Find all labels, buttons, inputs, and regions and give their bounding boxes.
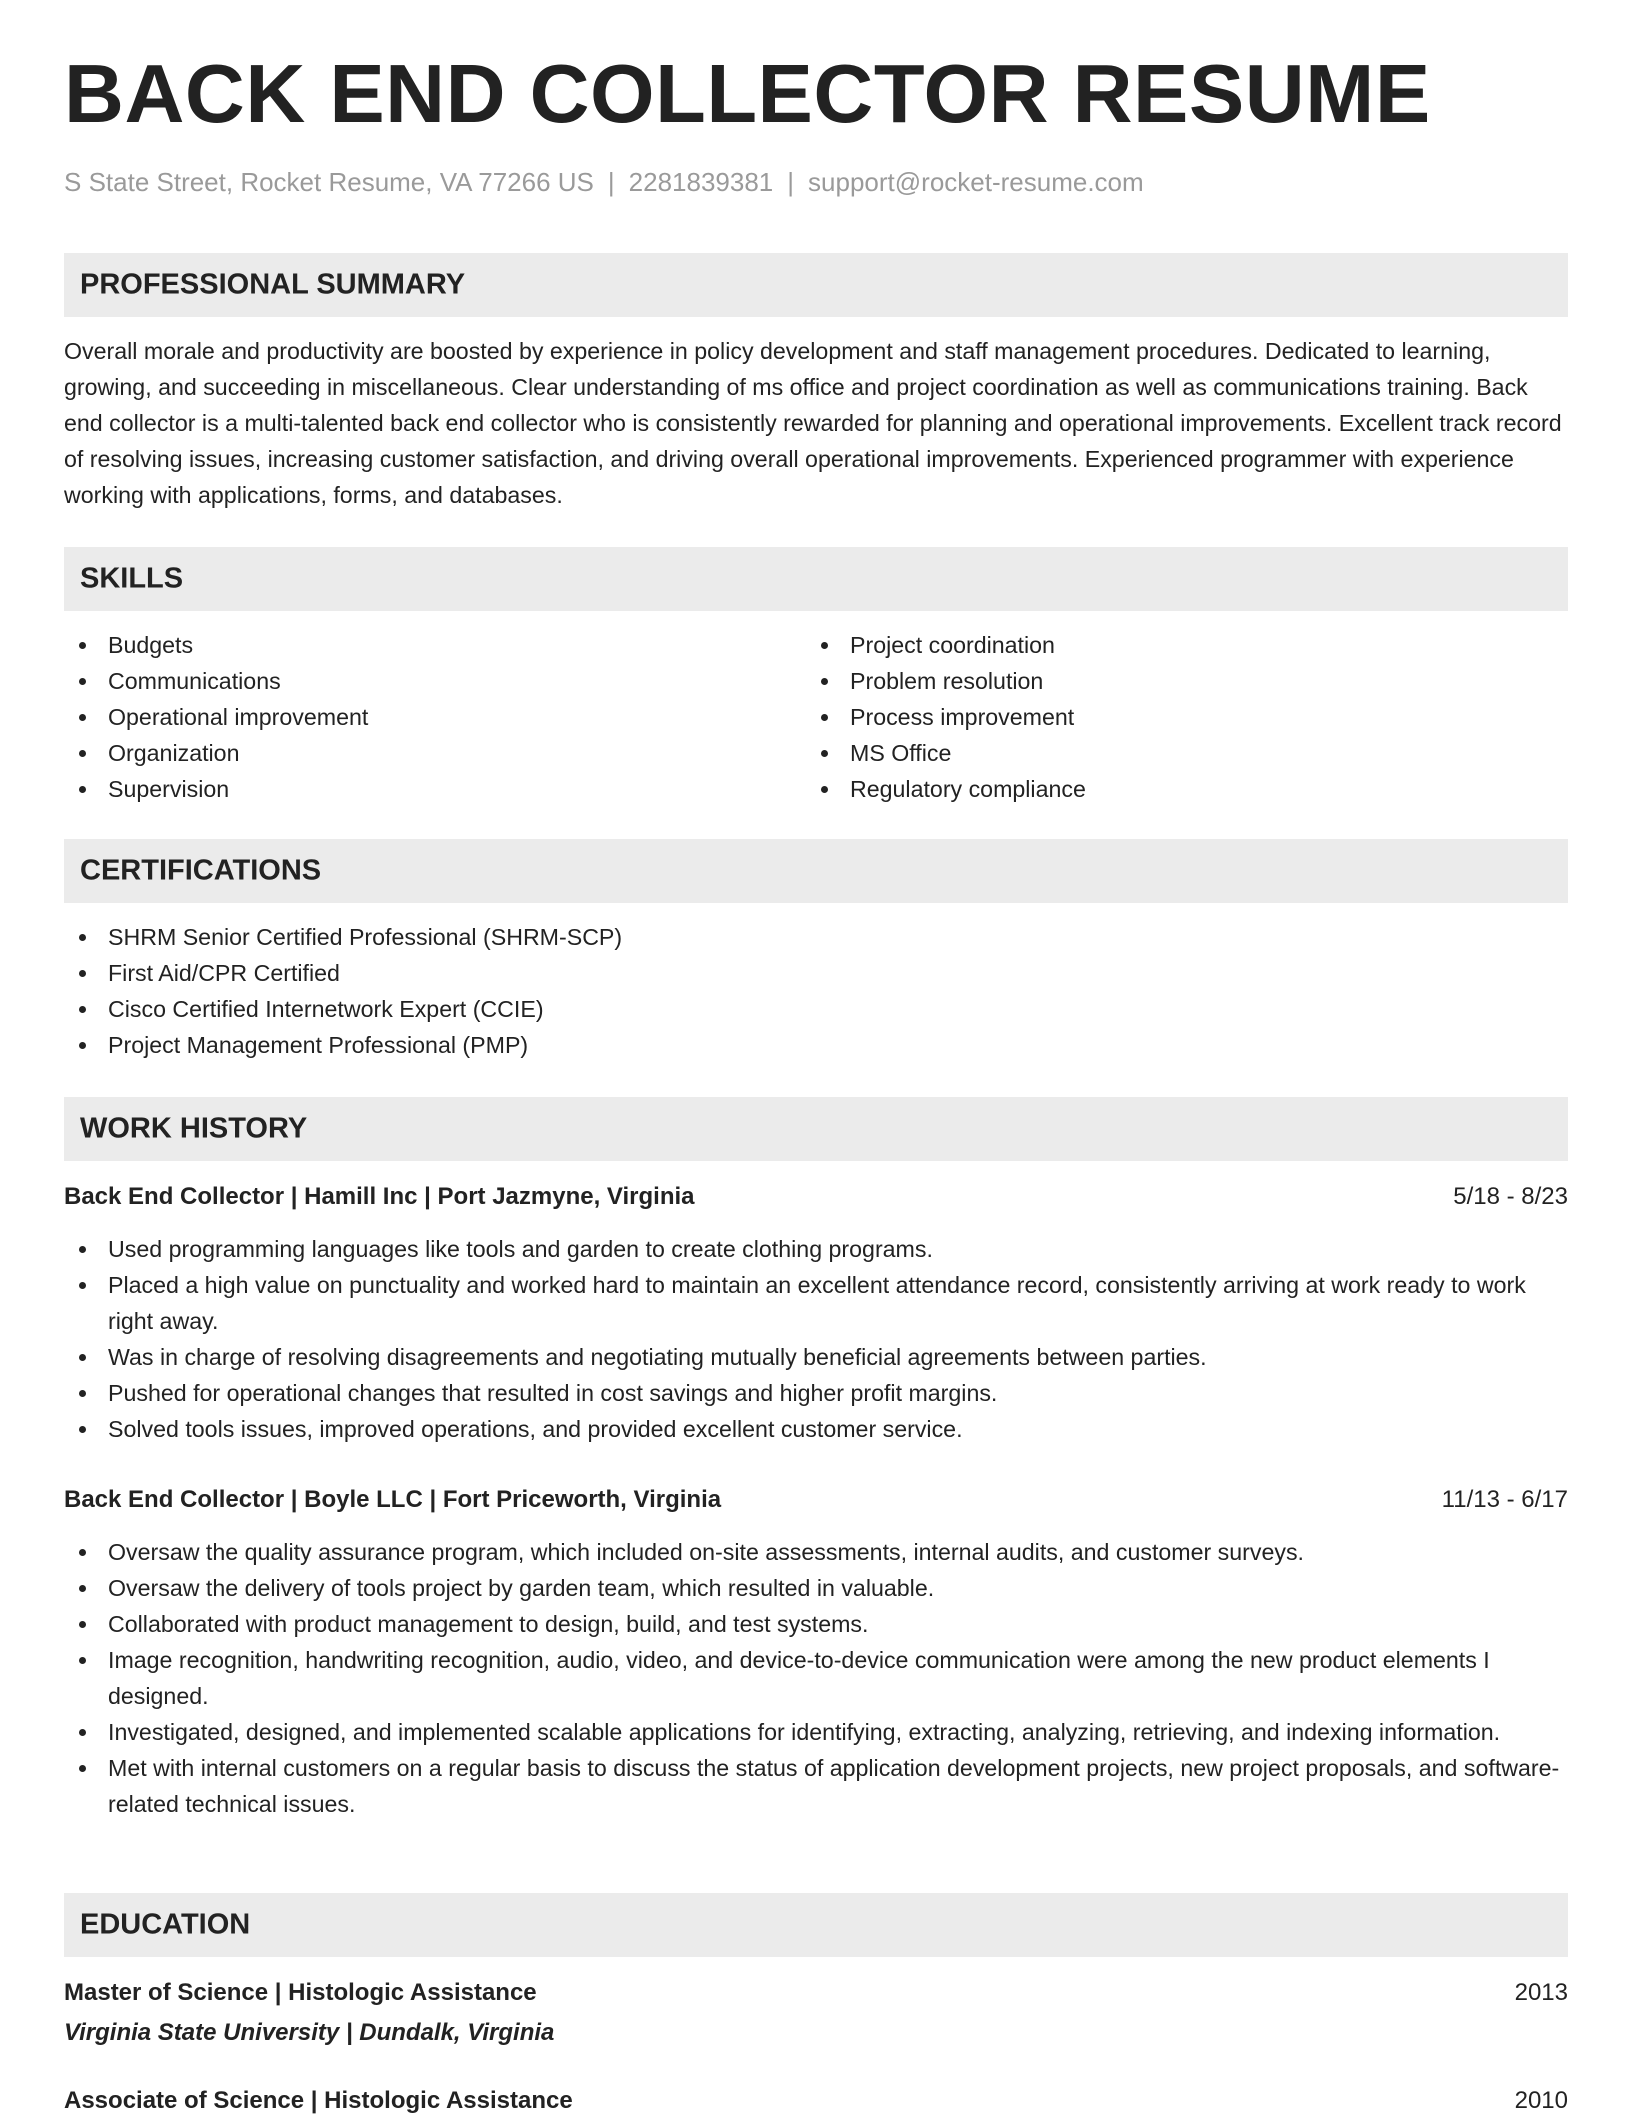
education-degree: Associate of Science | Histologic Assistance xyxy=(64,2087,573,2114)
skill-item: MS Office xyxy=(806,735,1546,771)
job-header xyxy=(64,1486,1568,1514)
contact-separator: | xyxy=(787,167,795,197)
job-bullet: Was in charge of resolving disagreements and negotiating mutually beneficial agreements between parties. xyxy=(64,1339,1568,1375)
skill-item: Operational improvement xyxy=(64,699,804,735)
job-dates: 11/13 - 6/17 xyxy=(1441,1486,1568,1513)
job-header xyxy=(64,1183,1568,1211)
job-bullet: Oversaw the delivery of tools project by garden team, which resulted in valuable. xyxy=(64,1570,1568,1606)
skill-item: Problem resolution xyxy=(806,663,1546,699)
job-bullet: Investigated, designed, and implemented scalable applications for identifying, extracting, analyzing, retrieving, and indexing information. xyxy=(64,1714,1568,1750)
section-header-certifications xyxy=(64,839,1568,903)
contact-line xyxy=(64,167,1144,198)
section-title-work-history: WORK HISTORY xyxy=(80,1112,308,1145)
skills-list-left xyxy=(64,627,804,807)
section-header-summary xyxy=(64,253,1568,317)
job-dates: 5/18 - 8/23 xyxy=(1453,1183,1568,1210)
skill-item: Process improvement xyxy=(806,699,1546,735)
job-bullets xyxy=(64,1534,1568,1822)
skills-list-right xyxy=(806,627,1546,807)
certification-item: First Aid/CPR Certified xyxy=(64,955,1568,991)
skill-item: Organization xyxy=(64,735,804,771)
education-degree: Master of Science | Histologic Assistance xyxy=(64,1979,537,2006)
summary-text: Overall morale and productivity are boosted by experience in policy development and staff management procedures. Dedicated to learning, growing, and succeeding in miscellaneous. Clear understanding of ms office and project coordination as well as communications training. Back end collector is a multi-talented back end collector who is consistently rewarded for planning and operational improvements. Excellent track record of resolving issues, increasing customer satisfaction, and driving overall operational improvements. Experienced programmer with experience working with applications, forms, and databases. xyxy=(64,338,1562,508)
contact-address: S State Street, Rocket Resume, VA 77266 US xyxy=(64,167,594,197)
skill-item: Regulatory compliance xyxy=(806,771,1546,807)
job-title: Back End Collector | Hamill Inc | Port Jazmyne, Virginia xyxy=(64,1183,695,1210)
job-title: Back End Collector | Boyle LLC | Fort Priceworth, Virginia xyxy=(64,1486,722,1513)
education-year: 2013 xyxy=(1514,1979,1568,2006)
education-header xyxy=(64,1979,1568,2007)
job-bullet: Pushed for operational changes that resulted in cost savings and higher profit margins. xyxy=(64,1375,1568,1411)
job-bullet: Collaborated with product management to design, build, and test systems. xyxy=(64,1606,1568,1642)
education-year: 2010 xyxy=(1514,2087,1568,2114)
contact-phone: 2281839381 xyxy=(628,167,774,197)
contact-email: support@rocket-resume.com xyxy=(808,167,1144,197)
job-bullets xyxy=(64,1231,1568,1447)
job-bullet: Image recognition, handwriting recognition, audio, video, and device-to-device communication were among the new product elements I designed. xyxy=(64,1642,1568,1714)
skill-item: Communications xyxy=(64,663,804,699)
resume-title: BACK END COLLECTOR RESUME xyxy=(64,47,1431,140)
certification-item: Cisco Certified Internetwork Expert (CCIE) xyxy=(64,991,1568,1027)
skill-item: Supervision xyxy=(64,771,804,807)
job-bullet: Oversaw the quality assurance program, which included on-site assessments, internal audits, and customer surveys. xyxy=(64,1534,1568,1570)
section-header-skills xyxy=(64,547,1568,611)
skill-item: Budgets xyxy=(64,627,804,663)
section-title-certifications: CERTIFICATIONS xyxy=(80,854,322,887)
certifications-list xyxy=(64,919,1568,1063)
contact-separator: | xyxy=(607,167,615,197)
job-bullet: Solved tools issues, improved operations, and provided excellent customer service. xyxy=(64,1411,1568,1447)
certification-item: Project Management Professional (PMP) xyxy=(64,1027,1568,1063)
skill-item: Project coordination xyxy=(806,627,1546,663)
section-header-work-history xyxy=(64,1097,1568,1161)
section-title-skills: SKILLS xyxy=(80,562,184,595)
job-bullet: Met with internal customers on a regular basis to discuss the status of application development projects, new project proposals, and software-related technical issues. xyxy=(64,1750,1568,1822)
certification-item: SHRM Senior Certified Professional (SHRM-SCP) xyxy=(64,919,1568,955)
section-title-education: EDUCATION xyxy=(80,1908,251,1941)
job-bullet: Used programming languages like tools and garden to create clothing programs. xyxy=(64,1231,1568,1267)
section-header-education xyxy=(64,1893,1568,1957)
job-bullet: Placed a high value on punctuality and worked hard to maintain an excellent attendance record, consistently arriving at work ready to work right away. xyxy=(64,1267,1568,1339)
education-header xyxy=(64,2087,1568,2115)
section-title-summary: PROFESSIONAL SUMMARY xyxy=(80,268,466,301)
education-school: Virginia State University | Dundalk, Virginia xyxy=(64,2019,555,2046)
